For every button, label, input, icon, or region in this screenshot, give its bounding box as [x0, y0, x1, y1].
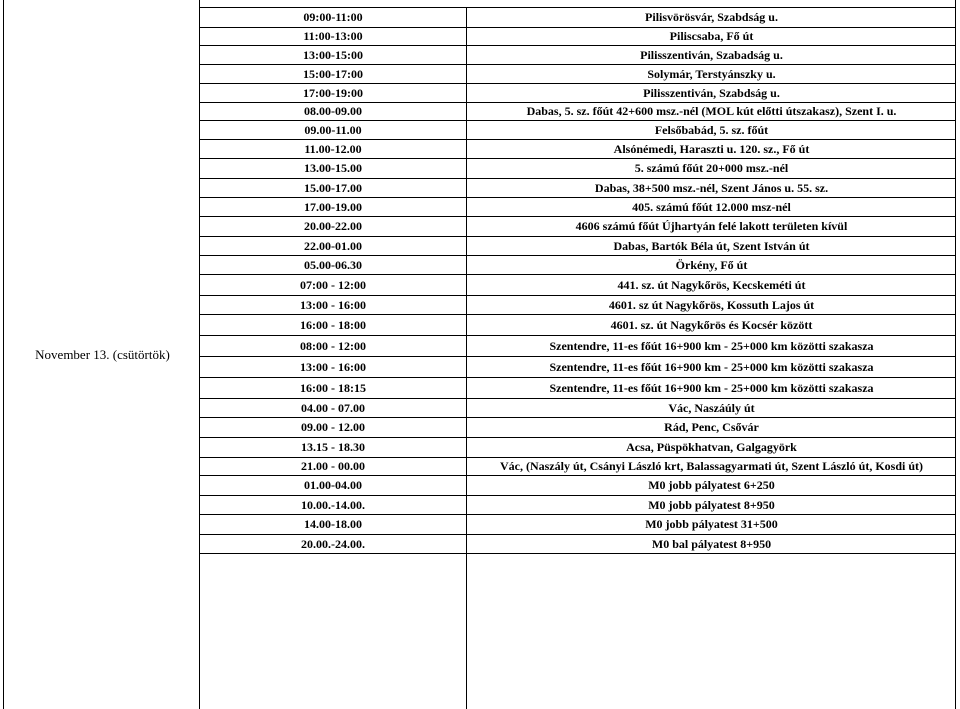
time-cell: 09.00 - 12.00: [200, 418, 467, 437]
table-row: [200, 8, 956, 28]
table-row: [200, 217, 956, 237]
time-cell: 13:00-15:00: [200, 46, 467, 64]
location-cell: Solymár, Terstyánszky u.: [647, 67, 776, 81]
location-cell: Pilisszentiván, Szabdság u.: [643, 86, 780, 100]
location-cell: Dabas, 5. sz. főút 42+600 msz.-nél (MOL kút előtti útszakasz), Szent I. u.: [526, 104, 897, 118]
time-cell: 13.15 - 18.30: [200, 438, 467, 457]
table-row: [200, 198, 956, 217]
table-row: [200, 336, 956, 357]
time-cell: 13.00-15.00: [200, 159, 467, 178]
location-cell: Pilisszentiván, Szabadság u.: [640, 48, 783, 62]
table-row: [200, 535, 956, 554]
time-cell: 21.00 - 00.00: [200, 458, 467, 475]
table-empty-tail: [200, 554, 956, 709]
table-row: [200, 476, 956, 496]
table-row: [200, 275, 956, 296]
table-row: [200, 399, 956, 418]
table-row: [200, 46, 956, 65]
date-label: November 13. (csütörtök): [35, 347, 170, 362]
location-cell: Dabas, 38+500 msz.-nél, Szent János u. 55. sz.: [594, 181, 829, 195]
location-cell: 5. számú főút 20+000 msz.-nél: [634, 161, 789, 175]
table-row: [200, 256, 956, 275]
time-cell: 17:00-19:00: [200, 84, 467, 102]
time-cell: 17.00-19.00: [200, 198, 467, 216]
time-cell: 08:00 - 12:00: [200, 336, 467, 356]
table-top-border: [200, 0, 956, 8]
table-row: [200, 28, 956, 46]
location-cell: M0 jobb pályatest 31+500: [645, 517, 778, 531]
table-row: [200, 103, 956, 121]
time-cell: 15:00-17:00: [200, 65, 467, 83]
time-cell: 14.00-18.00: [200, 515, 467, 534]
time-cell: 01.00-04.00: [200, 476, 467, 495]
table-row: [200, 357, 956, 378]
time-cell: 10.00.-14.00.: [200, 496, 467, 514]
location-cell: Szentendre, 11-es főút 16+900 km - 25+000 km közötti szakasza: [549, 360, 874, 374]
location-cell: Vác, Naszáúly út: [668, 401, 755, 415]
location-cell: 4606 számú főút Újhartyán felé lakott területen kívül: [575, 219, 848, 233]
time-cell: 05.00-06.30: [200, 256, 467, 274]
time-cell: 08.00-09.00: [200, 103, 467, 120]
location-cell: Acsa, Püspökhatvan, Galgagyörk: [626, 440, 797, 454]
location-cell: 405. számú főút 12.000 msz-nél: [632, 200, 791, 214]
location-cell: Örkény, Fő út: [675, 258, 748, 272]
location-cell: Szentendre, 11-es főút 16+900 km - 25+000 km közötti szakasza: [549, 339, 874, 353]
location-cell: M0 bal pályatest 8+950: [651, 537, 772, 551]
time-cell: 20.00-22.00: [200, 217, 467, 236]
table-row: [200, 378, 956, 399]
table-row: [200, 237, 956, 256]
table-row: [200, 515, 956, 535]
table-row: [200, 84, 956, 103]
table-row: [200, 140, 956, 159]
location-cell: Vác, (Naszály út, Csányi László krt, Balassagyarmati út, Szent László út, Kosdi út): [499, 459, 923, 473]
time-cell: 11:00-13:00: [200, 28, 467, 45]
location-cell: Szentendre, 11-es főút 16+900 km - 25+000 km közötti szakasza: [549, 381, 874, 395]
location-cell: Dabas, Bartók Béla út, Szent István út: [613, 239, 810, 253]
table-row: [200, 179, 956, 198]
time-cell: 16:00 - 18:15: [200, 378, 467, 398]
location-cell: M0 jobb pályatest 8+950: [648, 498, 775, 512]
time-cell: 13:00 - 16:00: [200, 296, 467, 314]
table-row: [200, 496, 956, 515]
location-cell: Alsónémedi, Haraszti u. 120. sz., Fő út: [613, 142, 810, 156]
time-cell: 22.00-01.00: [200, 237, 467, 255]
location-cell: Piliscsaba, Fő út: [669, 29, 754, 43]
location-cell: 441. sz. út Nagykőrös, Kecskeméti út: [617, 278, 806, 292]
table-row: [200, 438, 956, 458]
time-cell: 04.00 - 07.00: [200, 399, 467, 417]
location-cell: Rád, Penc, Csővár: [664, 420, 759, 434]
time-cell: 11.00-12.00: [200, 140, 467, 158]
time-cell: 07:00 - 12:00: [200, 275, 467, 295]
location-cell: 4601. sz. út Nagykőrös és Kocsér között: [610, 318, 813, 332]
schedule-rows: [200, 0, 956, 709]
table-row: [200, 315, 956, 336]
location-cell: M0 jobb pályatest 6+250: [648, 478, 775, 492]
table-row: [200, 458, 956, 476]
date-cell: [3, 0, 200, 709]
time-cell: 20.00.-24.00.: [200, 535, 467, 553]
time-cell: 15.00-17.00: [200, 179, 467, 197]
schedule-table: [3, 0, 956, 709]
time-cell: 09.00-11.00: [200, 121, 467, 139]
table-row: [200, 418, 956, 438]
location-cell: Felsőbabád, 5. sz. főút: [654, 123, 769, 137]
location-cell: Pilisvörösvár, Szabdság u.: [645, 10, 778, 24]
location-cell: 4601. sz út Nagykőrös, Kossuth Lajos út: [608, 298, 815, 312]
table-row: [200, 121, 956, 140]
table-row: [200, 296, 956, 315]
time-cell: 16:00 - 18:00: [200, 315, 467, 335]
time-cell: 09:00-11:00: [200, 8, 467, 27]
time-cell: 13:00 - 16:00: [200, 357, 467, 377]
table-row: [200, 159, 956, 179]
table-row: [200, 65, 956, 84]
